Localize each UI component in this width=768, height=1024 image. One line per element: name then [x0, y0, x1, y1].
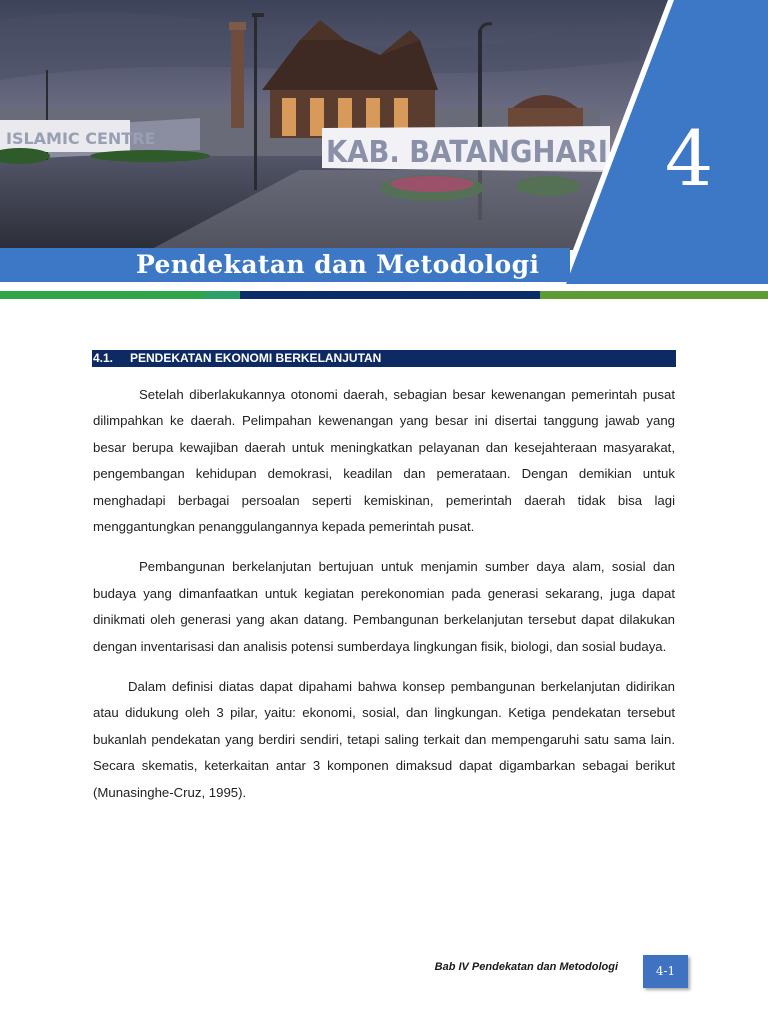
divider-stripe	[240, 291, 540, 299]
section-title: PENDEKATAN EKONOMI BERKELANJUTAN	[130, 351, 382, 365]
paragraph: Dalam definisi diatas dapat dipahami bahwa konsep pembangunan berkelanjutan didirikan atau didukung oleh 3 pilar, yaitu: ekonomi, sosial, dan lingkungan. Ketiga pendekatan tersebut bukanlah pendekatan yang berdiri sendiri, tetapi saling terkait dan mempengaruhi satu sama lain. Secara skematis, keterkaitan antar 3 komponen dimaksud dapat digambarkan sebagai berikut (Munasinghe-Cruz, 1995).	[93, 679, 675, 800]
body-text	[93, 382, 675, 820]
chapter-header	[0, 0, 768, 300]
svg-text:KAB. BATANGHARI: KAB. BATANGHARI	[326, 135, 608, 170]
chapter-title: Pendekatan dan Metodologi	[136, 250, 540, 279]
divider-stripe	[205, 291, 240, 299]
svg-text:ISLAMIC CENTRE: ISLAMIC CENTRE	[6, 129, 156, 148]
chapter-number: 4	[664, 114, 714, 203]
section-number: 4.1.	[93, 351, 114, 365]
divider-stripe	[0, 291, 205, 299]
page-number: 4-1	[655, 964, 676, 978]
paragraph: Pembangunan berkelanjutan bertujuan untuk menjamin sumber daya alam, sosial dan budaya yang dimanfaatkan untuk kegiatan perekonomian pada generasi sekarang, juga dapat dinikmati oleh generasi yang akan datang. Pembangunan berkelanjutan tersebut dapat dilakukan dengan inventarisasi dan analisis potensi sumberdaya lingkungan fisik, biologi, dan sosial budaya.	[93, 559, 675, 654]
divider-stripe	[540, 291, 768, 299]
paragraph: Setelah diberlakukannya otonomi daerah, sebagian besar kewenangan pemerintah pusat dilimpahkan ke daerah. Pelimpahan kewenangan yang besar ini disertai tanggung jawab yang besar berupa kewajiban daerah untuk meningkatkan pelayanan dan kesejahteraan masyarakat, pengembangan kehidupan demokrasi, keadilan dan pemerataan. Dengan demikian untuk menghadapi berbagai persoalan seperti kemiskinan, pemerintah daerah tidak bisa lagi menggantungkan penanggulangannya kepada pemerintah pusat.	[93, 387, 675, 535]
running-title: Bab IV Pendekatan dan Metodologi	[434, 961, 618, 973]
